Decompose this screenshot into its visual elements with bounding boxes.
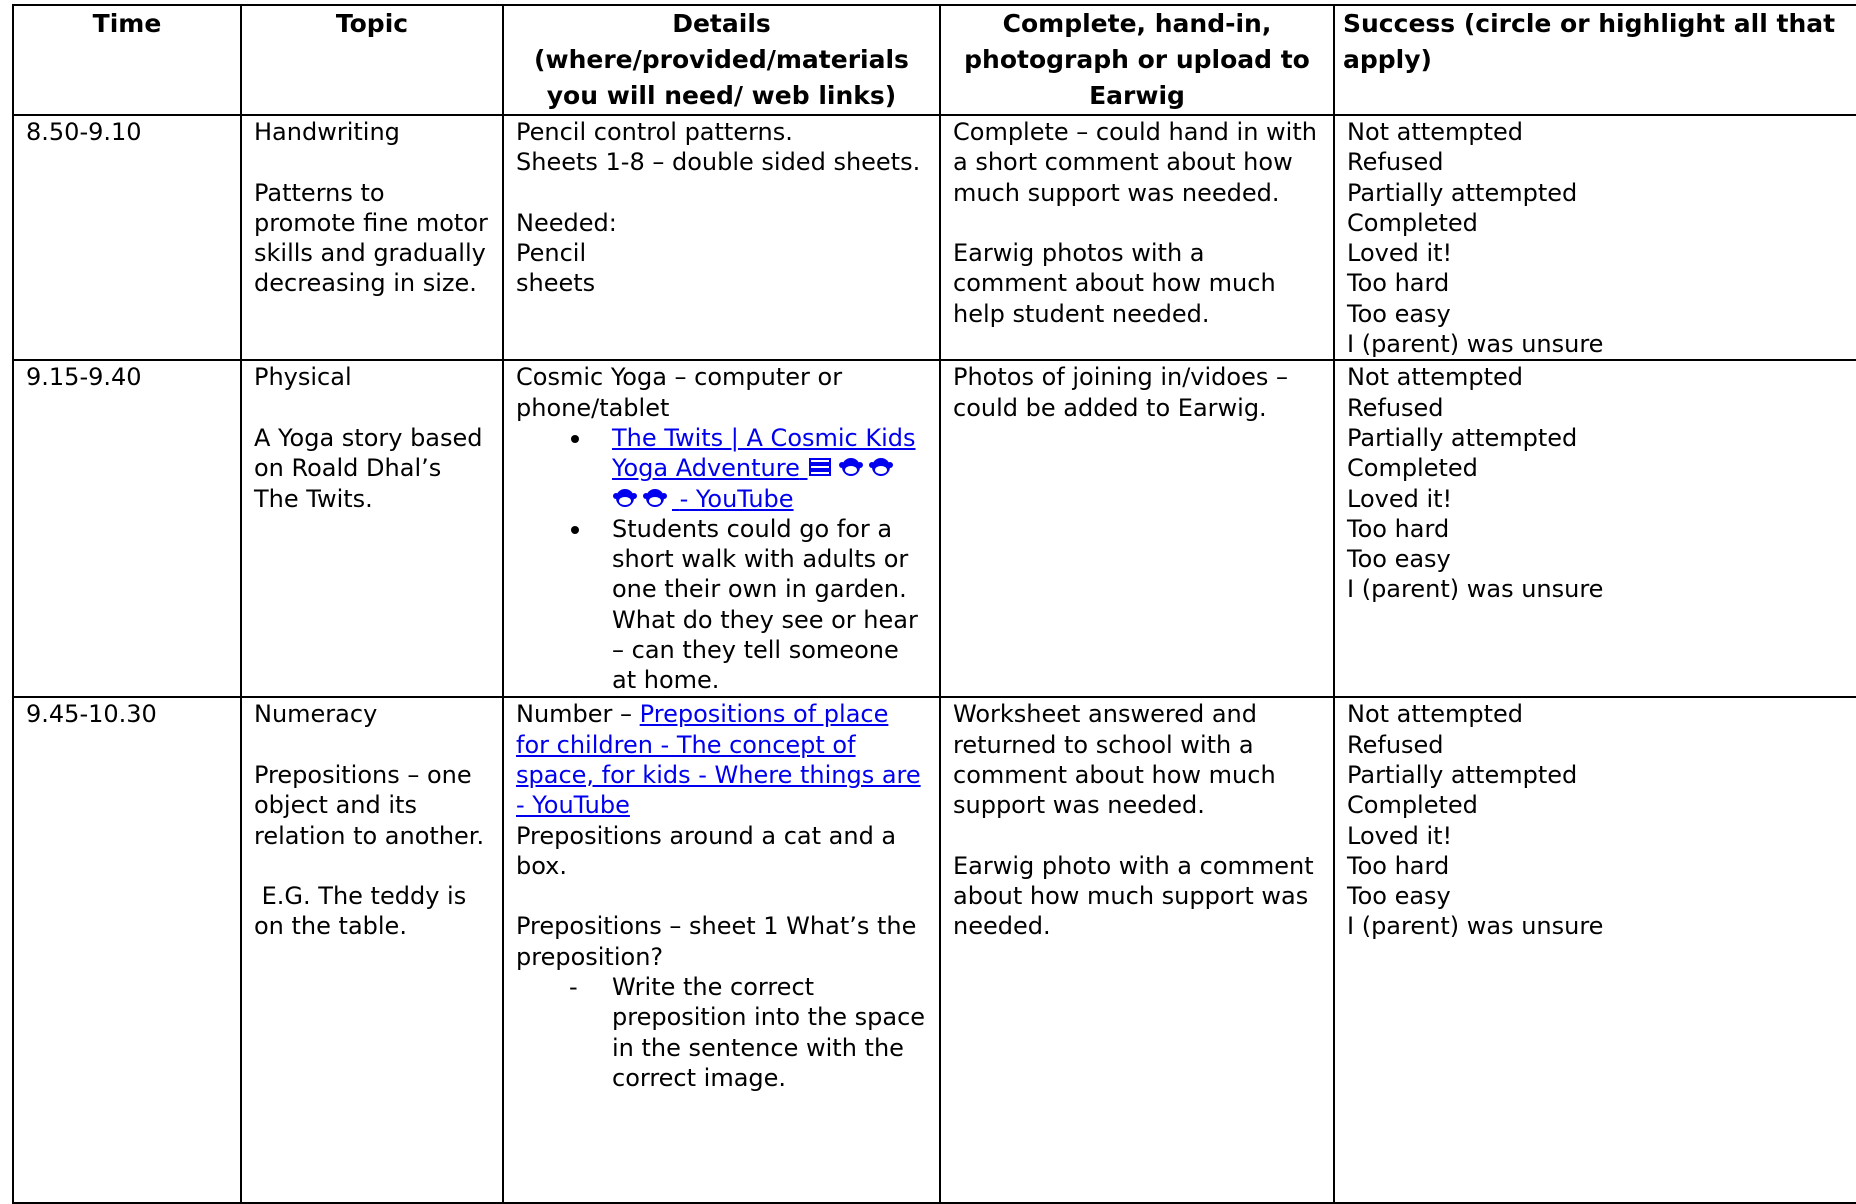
success-cell (1334, 697, 1856, 1203)
topic-body: A Yoga story based on Roald Dhal’s The Twits. (254, 423, 483, 513)
success-option[interactable]: Loved it! (1347, 239, 1453, 268)
complete-text: Worksheet answered and returned to school with a comment about how much support was needed. (953, 700, 1276, 820)
monkey-icon (868, 456, 894, 478)
header-complete: Complete, hand-in, photograph or upload to Earwig (940, 5, 1334, 115)
complete-cell (940, 360, 1334, 697)
table-row (13, 115, 1856, 360)
topic-title: Physical (254, 363, 352, 392)
complete-text: Earwig photo with a comment about how much support was needed. (953, 851, 1314, 941)
needed-item: sheets (516, 269, 596, 298)
list-item: - Write the correct preposition into the space in the sentence with the correct image. (612, 972, 927, 1093)
topic-example: E.G. The teddy is on the table. (254, 882, 474, 941)
success-option[interactable]: Completed (1347, 208, 1478, 237)
complete-text: Earwig photos with a comment about how much help student needed. (953, 239, 1276, 328)
books-icon (808, 456, 834, 478)
needed-item: Pencil (516, 239, 587, 268)
success-option[interactable]: I (parent) was unsure (1347, 330, 1604, 359)
details-bullets (516, 423, 927, 696)
link-text: The Twits | A Cosmic Kids Yoga Adventure (612, 423, 916, 483)
topic-body: Patterns to promote fine motor skills and gradually decreasing in size. (254, 178, 488, 298)
lesson-plan-table (12, 4, 1856, 1204)
details-sheet: Prepositions – sheet 1 What’s the preposition? (516, 912, 917, 971)
details-line: Pencil control patterns. (516, 118, 793, 146)
success-option[interactable]: Refused (1347, 730, 1444, 759)
list-item: Students could go for a short walk with adults or one their own in garden. What do they see or hear – can they tell someone at home. (612, 514, 927, 696)
success-option[interactable]: Partially attempted (1347, 760, 1578, 789)
table-row (13, 697, 1856, 1203)
number-prefix: Number – (516, 700, 640, 729)
success-option[interactable]: Partially attempted (1347, 178, 1578, 207)
success-option[interactable]: Not attempted (1347, 363, 1523, 392)
success-option[interactable]: Too easy (1347, 545, 1451, 574)
header-time: Time (13, 5, 241, 115)
monkey-icon (642, 487, 668, 509)
topic-cell (241, 697, 503, 1203)
time-cell: 9.15-9.40 (13, 360, 241, 697)
header-success: Success (circle or highlight all that apply) (1334, 5, 1856, 115)
details-cell (503, 360, 940, 697)
link-suffix: - YouTube (679, 484, 794, 513)
details-cell (503, 115, 940, 360)
success-cell (1334, 360, 1856, 697)
table-row (13, 360, 1856, 697)
details-cell (503, 697, 940, 1203)
success-option[interactable]: Too easy (1347, 882, 1451, 911)
monkey-icon (838, 456, 864, 478)
monkey-icon (612, 487, 638, 509)
success-option[interactable]: Too hard (1347, 514, 1450, 543)
success-option[interactable]: Completed (1347, 791, 1478, 820)
success-option[interactable]: Too hard (1347, 269, 1450, 298)
success-option[interactable]: Refused (1347, 148, 1444, 177)
header-row (13, 5, 1856, 115)
header-topic: Topic (241, 5, 503, 115)
needed-label: Needed: (516, 208, 617, 237)
header-details: Details (where/provided/materials you will need/ web links) (503, 5, 940, 115)
time-cell: 9.45-10.30 (13, 697, 241, 1203)
complete-cell (940, 115, 1334, 360)
success-option[interactable]: Not attempted (1347, 700, 1523, 729)
youtube-link[interactable]: Prepositions of place for children - The concept of space, for kids - Where things are - YouTube (516, 700, 921, 820)
complete-cell (940, 697, 1334, 1203)
details-dashes (516, 972, 927, 1093)
topic-body: Prepositions – one object and its relation to another. (254, 760, 485, 850)
success-option[interactable]: Not attempted (1347, 118, 1523, 146)
topic-title: Handwriting (254, 118, 400, 146)
success-option[interactable]: Loved it! (1347, 484, 1453, 513)
details-line: Sheets 1-8 – double sided sheets. (516, 148, 921, 177)
success-option[interactable]: Refused (1347, 393, 1444, 422)
success-option[interactable]: Completed (1347, 454, 1478, 483)
topic-cell (241, 360, 503, 697)
list-item (612, 423, 927, 514)
topic-cell (241, 115, 503, 360)
success-option[interactable]: Too hard (1347, 851, 1450, 880)
success-option[interactable]: I (parent) was unsure (1347, 912, 1604, 941)
success-option[interactable]: Too easy (1347, 299, 1451, 328)
details-intro: Cosmic Yoga – computer or phone/tablet (516, 363, 843, 422)
youtube-link[interactable] (612, 424, 916, 513)
success-cell (1334, 115, 1856, 360)
success-option[interactable]: Partially attempted (1347, 423, 1578, 452)
complete-text: Photos of joining in/vidoes – could be added to Earwig. (953, 363, 1288, 422)
details-line: Prepositions around a cat and a box. (516, 821, 897, 880)
details-number (516, 699, 927, 820)
topic-title: Numeracy (254, 700, 378, 729)
success-option[interactable]: I (parent) was unsure (1347, 575, 1604, 604)
success-option[interactable]: Loved it! (1347, 821, 1453, 850)
time-cell: 8.50-9.10 (13, 115, 241, 360)
complete-text: Complete – could hand in with a short comment about how much support was needed. (953, 118, 1317, 207)
